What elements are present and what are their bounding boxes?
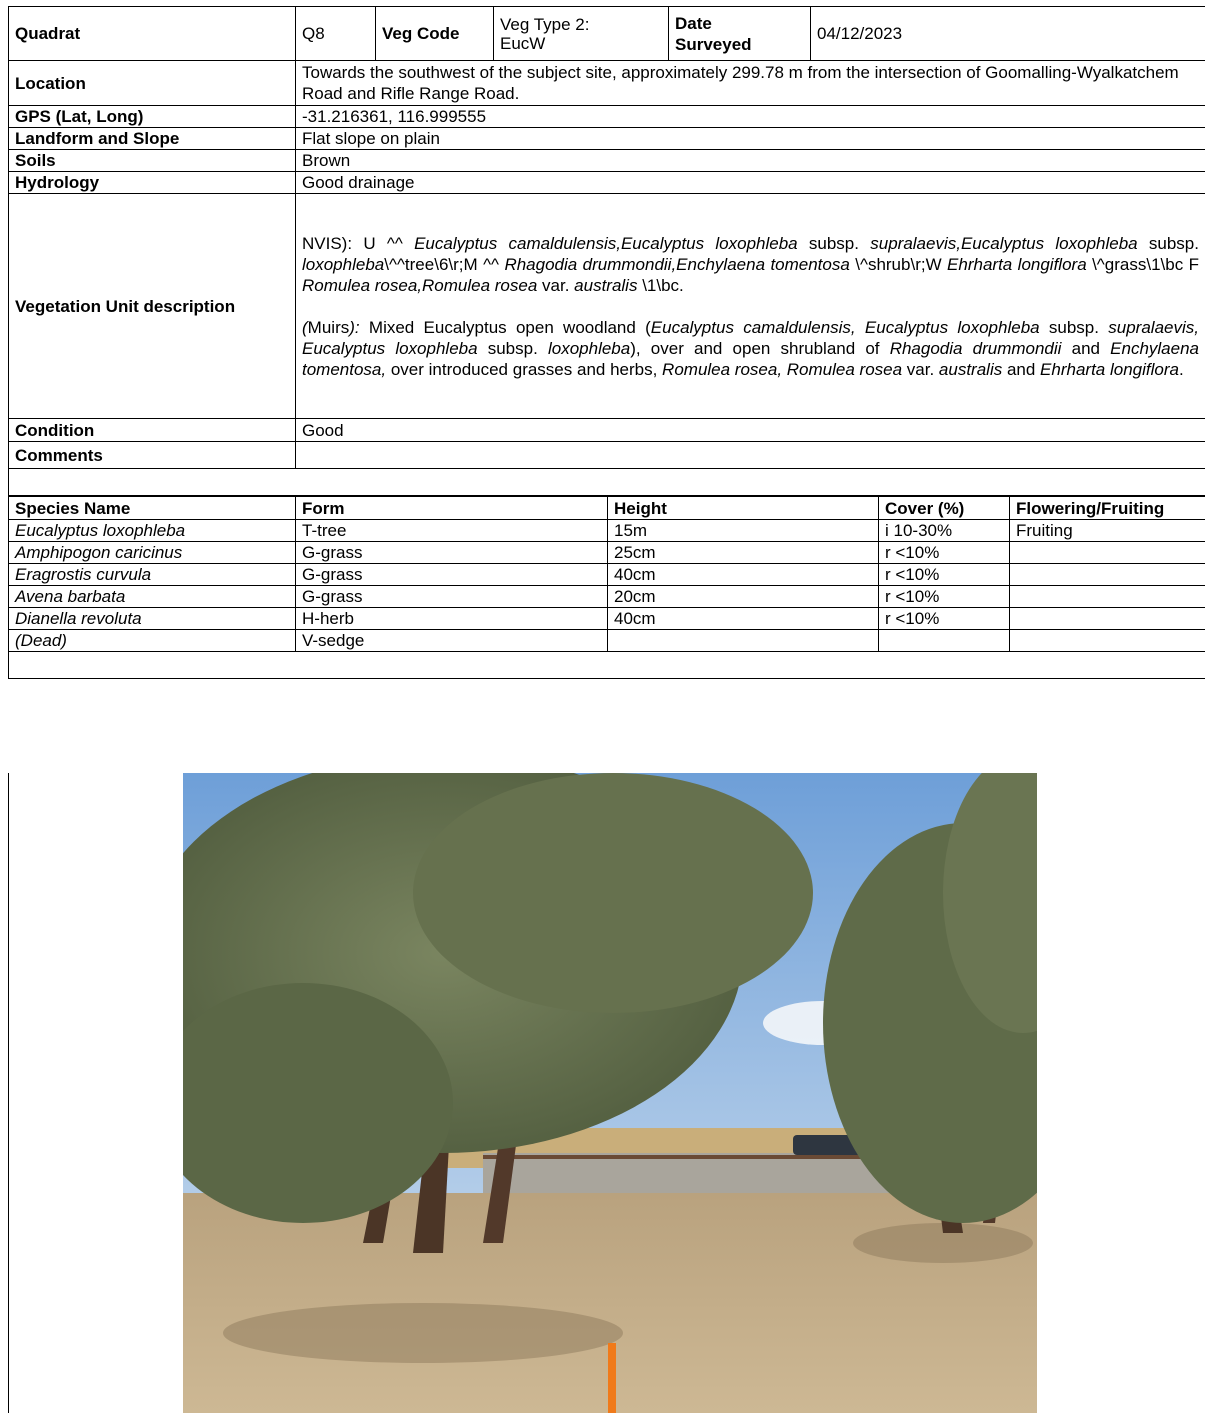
species-height: 15m (608, 520, 879, 542)
species-header-cover: Cover (%) (879, 497, 1010, 520)
date-surveyed-label (669, 7, 811, 61)
species-cover: r <10% (879, 542, 1010, 564)
species-cover: r <10% (879, 608, 1010, 630)
condition-value: Good (296, 419, 1205, 442)
species-form: T-tree (296, 520, 608, 542)
date-label-line-2: Surveyed (675, 34, 804, 55)
hydrology-value: Good drainage (296, 172, 1205, 194)
survey-marker-stake (608, 1343, 616, 1413)
table-row (9, 608, 1205, 630)
species-header-flowering: Flowering/Fruiting (1010, 497, 1205, 520)
location-row (9, 61, 1205, 106)
comments-label: Comments (9, 442, 296, 469)
spacer-row (9, 469, 1205, 496)
species-cover (879, 630, 1010, 652)
table-row (9, 586, 1205, 608)
veg-code-label: Veg Code (376, 7, 494, 61)
location-label: Location (9, 61, 296, 106)
species-cover: i 10-30% (879, 520, 1010, 542)
condition-label: Condition (9, 419, 296, 442)
spacer-cell (9, 469, 1205, 496)
tree-canopy-left (413, 773, 813, 1013)
species-name: Eucalyptus loxophleba (9, 520, 296, 542)
photo-cell (8, 773, 1205, 1413)
species-flowering (1010, 586, 1205, 608)
site-photo (183, 773, 1037, 1413)
landform-value: Flat slope on plain (296, 128, 1205, 150)
soils-row (9, 150, 1205, 172)
header-row (9, 7, 1205, 61)
vegetation-row (9, 194, 1205, 419)
vegetation-label: Vegetation Unit description (9, 194, 296, 419)
species-header-form: Form (296, 497, 608, 520)
species-header-name: Species Name (9, 497, 296, 520)
species-flowering (1010, 630, 1205, 652)
table-row (9, 520, 1205, 542)
species-name: Amphipogon caricinus (9, 542, 296, 564)
species-cover: r <10% (879, 564, 1010, 586)
hydrology-row (9, 172, 1205, 194)
quadrat-datasheet (8, 6, 1205, 1410)
species-form: G-grass (296, 542, 608, 564)
quadrat-value: Q8 (296, 7, 376, 61)
soils-label: Soils (9, 150, 296, 172)
species-name: Avena barbata (9, 586, 296, 608)
spacer-cell (9, 652, 1205, 679)
veg-code-value-line-2: EucW (500, 34, 662, 53)
condition-row (9, 419, 1205, 442)
species-height: 40cm (608, 564, 879, 586)
hydrology-label: Hydrology (9, 172, 296, 194)
species-cover: r <10% (879, 586, 1010, 608)
location-value: Towards the southwest of the subject site, approximately 299.78 m from the intersection of Goomalling-Wyalkatchem Road and Rifle Range Road. (296, 61, 1205, 106)
muirs-description: (Muirs): Mixed Eucalyptus open woodland (Eucalyptus camaldulensis, Eucalyptus loxophleba subsp. supralaevis, Eucalyptus loxophleba subsp. loxophleba), over and open shrubland of Rhagodia drummondii and Enchylaena tomentosa, over introduced grasses and herbs, Romulea rosea, Romulea rosea var. australis and Ehrharta longiflora. (302, 317, 1199, 380)
species-header-row (9, 497, 1205, 520)
species-height: 25cm (608, 542, 879, 564)
species-name: (Dead) (9, 630, 296, 652)
species-name: Dianella revoluta (9, 608, 296, 630)
nvis-description: NVIS): U ^^ Eucalyptus camaldulensis,Eucalyptus loxophleba subsp. supralaevis,Eucalyptus loxophleba subsp. loxophleba\^^tree\6\r;M ^^ Rhagodia drummondii,Enchylaena tomentosa \^shrub\r;W Ehrharta longiflora \^grass\1\bc F Romulea rosea,Romulea rosea var. australis \1\bc. (302, 233, 1199, 296)
species-height (608, 630, 879, 652)
species-flowering (1010, 608, 1205, 630)
table-row (9, 564, 1205, 586)
gps-row (9, 106, 1205, 128)
landform-label: Landform and Slope (9, 128, 296, 150)
species-flowering (1010, 542, 1205, 564)
species-form: H-herb (296, 608, 608, 630)
table-row (9, 542, 1205, 564)
comments-row (9, 442, 1205, 469)
quadrat-label: Quadrat (9, 7, 296, 61)
species-form: G-grass (296, 586, 608, 608)
species-header-height: Height (608, 497, 879, 520)
gps-label: GPS (Lat, Long) (9, 106, 296, 128)
vegetation-description (296, 194, 1205, 419)
veg-code-value-line-1: Veg Type 2: (500, 15, 662, 34)
gps-value: -31.216361, 116.999555 (296, 106, 1205, 128)
date-label-line-1: Date (675, 13, 804, 34)
table-row (9, 630, 1205, 652)
date-surveyed-value: 04/12/2023 (811, 7, 1205, 61)
species-table (8, 496, 1205, 679)
species-flowering: Fruiting (1010, 520, 1205, 542)
species-form: G-grass (296, 564, 608, 586)
veg-code-value (494, 7, 669, 61)
species-height: 40cm (608, 608, 879, 630)
site-details-table (8, 6, 1205, 496)
species-height: 20cm (608, 586, 879, 608)
species-name: Eragrostis curvula (9, 564, 296, 586)
landform-row (9, 128, 1205, 150)
species-form: V-sedge (296, 630, 608, 652)
shadow (223, 1303, 623, 1363)
soils-value: Brown (296, 150, 1205, 172)
species-flowering (1010, 564, 1205, 586)
spacer-row (9, 652, 1205, 679)
comments-value (296, 442, 1205, 469)
